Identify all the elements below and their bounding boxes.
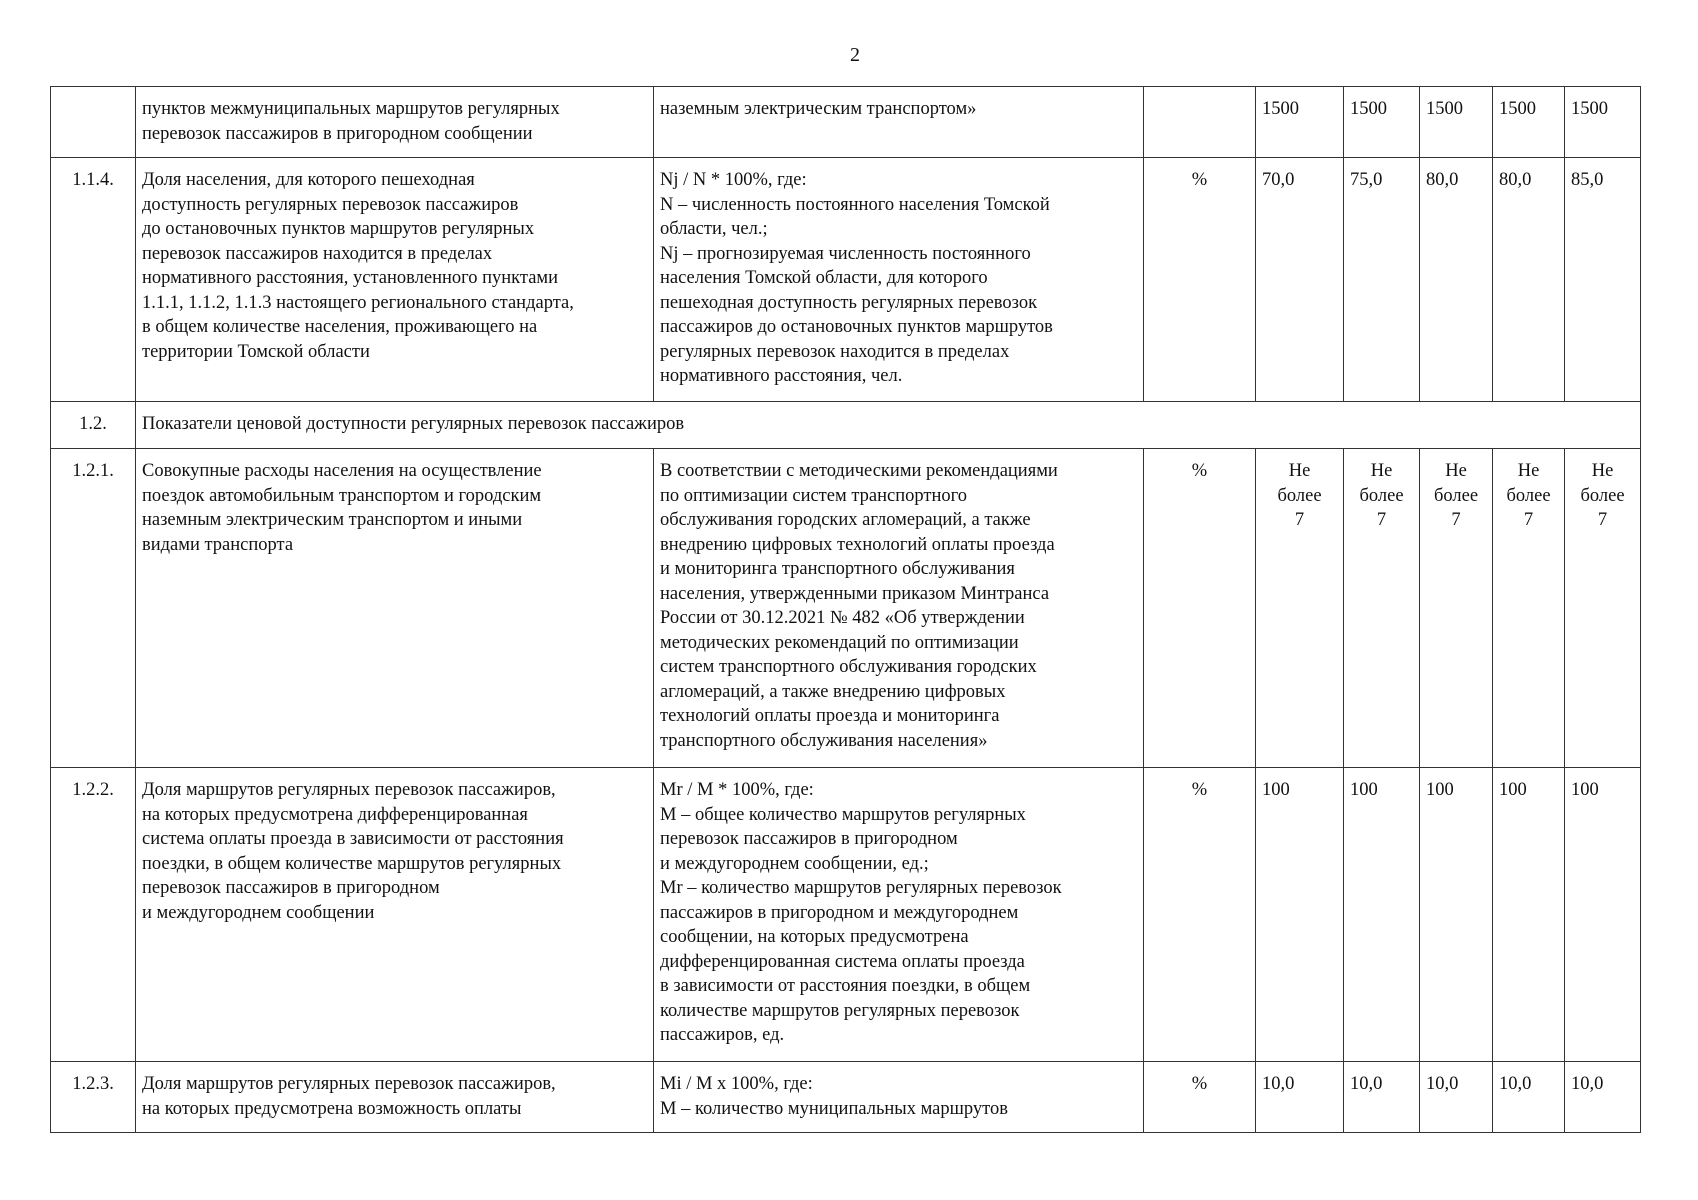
method-line: методических рекомендаций по оптимизации [660,632,1019,653]
method-line: населения Томской области, для которого [660,268,988,288]
indicator-line: поездок автомобильным транспортом и городским [142,485,542,506]
value-cell [1565,449,1641,768]
unit-cell: % [1144,1062,1256,1133]
value-cell [1344,449,1420,768]
value-line: Не [1591,461,1614,481]
method-line: области, чел.; [660,219,768,239]
method-line: пассажиров, ед. [660,1025,785,1045]
method-cell [654,1062,1144,1133]
indicator-line: поездки, в общем количестве маршрутов регулярных [142,853,562,874]
indicator-cell [136,768,654,1062]
value-cell: 100 [1256,768,1344,1062]
method-line: и мониторинга транспортного обслуживания [660,559,1015,579]
indicator-line: наземным электрическим транспортом и иными [142,510,523,530]
indicator-line: система оплаты проезда в зависимости от расстояния [142,829,564,849]
value-cell: 10,0 [1256,1062,1344,1133]
indicator-line: перевозок пассажиров находится в пределах [142,243,493,264]
row-number: 1.2.1. [51,449,136,768]
table-row [51,1062,1641,1133]
value-cell: 1500 [1565,87,1641,158]
value-cell: 10,0 [1493,1062,1565,1133]
method-line: наземным электрическим транспортом» [660,99,977,119]
method-line: Mi / M x 100%, где: [660,1074,813,1094]
method-line: M – количество муниципальных маршрутов [660,1098,1008,1119]
method-line: дифференцированная система оплаты проезда [660,951,1025,972]
section-row [51,402,1641,449]
value-line: Не [1517,461,1540,481]
value-line: более [1433,485,1479,506]
indicator-line: пунктов межмуниципальных маршрутов регулярных [142,99,560,119]
indicator-line: Доля населения, для которого пешеходная [142,170,475,190]
value-line: 7 [1451,510,1461,530]
indicator-cell [136,87,654,158]
value-cell: 100 [1420,768,1493,1062]
value-cell: 1500 [1420,87,1493,158]
indicator-cell [136,158,654,402]
value-line: более [1359,485,1404,506]
value-cell: 75,0 [1344,158,1420,402]
indicator-line: до остановочных пунктов маршрутов регулярных [142,219,535,239]
indicator-line: 1.1.1, 1.1.2, 1.1.3 настоящего регионального стандарта, [142,292,574,313]
method-line: нормативного расстояния, чел. [660,366,903,386]
indicator-line: территории Томской области [142,341,370,362]
method-line: регулярных перевозок находится в пределах [660,341,1010,362]
method-line: перевозок пассажиров в пригородном [660,829,958,849]
table-row [51,158,1641,402]
value-cell [1256,449,1344,768]
value-line: 7 [1376,510,1387,530]
indicator-line: на которых предусмотрена дифференцированная [142,804,528,825]
table-row [51,768,1641,1062]
indicator-line: перевозок пассажиров в пригородном сообщении [142,123,533,144]
unit-cell [1144,87,1256,158]
indicator-cell [136,1062,654,1133]
indicator-line: на которых предусмотрена возможность оплаты [142,1098,522,1119]
row-number: 1.2.2. [51,768,136,1062]
value-cell: 85,0 [1565,158,1641,402]
indicator-line: перевозок пассажиров в пригородном [142,878,440,898]
value-line: Не [1288,461,1311,481]
value-line: 7 [1294,510,1305,530]
indicators-table [50,86,1641,1133]
indicator-line: доступность регулярных перевозок пассажиров [142,194,519,215]
method-line: В соответствии с методическими рекомендациями [660,461,1058,481]
method-line: транспортного обслуживания населения» [660,730,988,751]
indicator-cell [136,449,654,768]
indicator-line: Доля маршрутов регулярных перевозок пассажиров, [142,780,556,800]
value-cell: 100 [1565,768,1641,1062]
method-cell [654,158,1144,402]
value-line: более [1506,485,1551,506]
unit-cell: % [1144,158,1256,402]
row-number: 1.2. [51,402,136,449]
value-cell [1493,449,1565,768]
method-line: и междугороднем сообщении, ед.; [660,853,929,874]
section-title: Показатели ценовой доступности регулярных перевозок пассажиров [136,402,1641,449]
method-cell [654,87,1144,158]
page-number: 2 [850,44,860,66]
method-line: количестве маршрутов регулярных перевозок [660,1000,1020,1021]
method-line: N – численность постоянного населения Томской [660,194,1050,215]
value-cell: 80,0 [1420,158,1493,402]
method-line: Mr / M * 100%, где: [660,780,814,800]
method-line: обслуживания городских агломераций, а также [660,510,1031,530]
indicator-line: Совокупные расходы населения на осуществление [142,461,542,481]
method-line: по оптимизации систем транспортного [660,485,967,506]
value-cell: 1500 [1256,87,1344,158]
indicator-line: Доля маршрутов регулярных перевозок пассажиров, [142,1074,556,1094]
method-line: пассажиров в пригородном и междугороднем [660,902,1019,923]
method-line: технологий оплаты проезда и мониторинга [660,706,1000,726]
value-cell: 1500 [1344,87,1420,158]
value-cell: 80,0 [1493,158,1565,402]
row-number: 1.2.3. [51,1062,136,1133]
value-line: более [1580,485,1625,506]
value-cell: 100 [1344,768,1420,1062]
method-line: пассажиров до остановочных пунктов маршрутов [660,317,1053,337]
method-line: агломераций, а также внедрению цифровых [660,681,1006,702]
table-body [51,87,1641,1133]
method-line: M – общее количество маршрутов регулярных [660,804,1026,825]
indicator-line: и междугороднем сообщении [142,902,375,923]
value-line: 7 [1597,510,1608,530]
value-cell: 10,0 [1420,1062,1493,1133]
method-line: систем транспортного обслуживания городских [660,657,1037,677]
row-number: 1.1.4. [51,158,136,402]
method-line: населения, утвержденными приказом Минтранса [660,583,1050,604]
unit-cell: % [1144,768,1256,1062]
value-line: более [1277,485,1322,506]
value-cell: 1500 [1493,87,1565,158]
value-line: Не [1445,461,1467,481]
value-cell: 10,0 [1344,1062,1420,1133]
method-cell [654,449,1144,768]
method-cell [654,768,1144,1062]
value-cell: 70,0 [1256,158,1344,402]
unit-cell: % [1144,449,1256,768]
indicator-line: в общем количестве населения, проживающего на [142,317,538,337]
method-line: Nj / N * 100%, где: [660,170,807,190]
method-line: внедрению цифровых технологий оплаты проезда [660,534,1055,555]
value-cell [1420,449,1493,768]
table-row [51,449,1641,768]
table-row [51,87,1641,158]
method-line: Mr – количество маршрутов регулярных перевозок [660,878,1062,898]
indicator-line: нормативного расстояния, установленного пунктами [142,268,559,288]
value-line: Не [1370,461,1393,481]
method-line: сообщении, на которых предусмотрена [660,927,969,947]
method-line: Nj – прогнозируемая численность постоянного [660,243,1031,264]
value-cell: 10,0 [1565,1062,1641,1133]
indicator-line: видами транспорта [142,534,294,555]
value-cell: 100 [1493,768,1565,1062]
row-number [51,87,136,158]
method-line: России от 30.12.2021 № 482 «Об утверждении [660,608,1025,628]
method-line: пешеходная доступность регулярных перевозок [660,292,1038,313]
value-line: 7 [1523,510,1534,530]
method-line: в зависимости от расстояния поездки, в общем [660,976,1031,996]
